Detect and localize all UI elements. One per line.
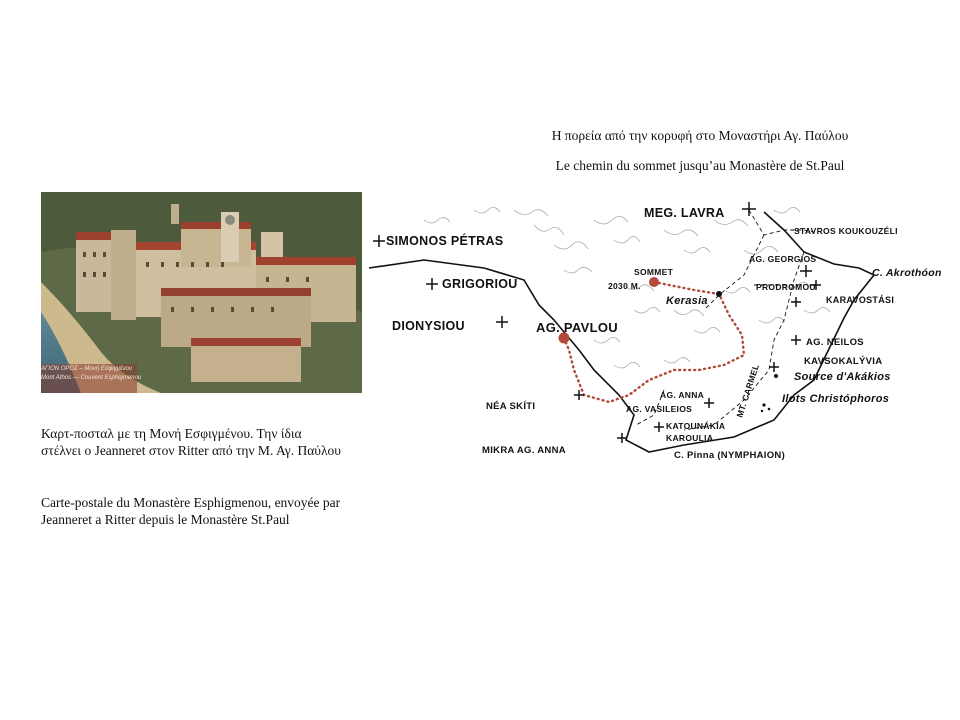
athos-route-map [364,190,944,470]
label-c-pinna: C. Pinna (NYMPHAION) [674,450,786,461]
monastery-illustration [41,192,362,393]
label-stavros: STAVROS KOUKOUZÉLI [794,226,898,236]
postcard-stamp-line1: ΑΓΙΟΝ ΟΡΟΣ – Μονή Εσφιγμένου [41,366,133,372]
label-dionysiou: DIONYSIOU [392,319,465,333]
label-simonos-petras: SIMONOS PÉTRAS [386,234,504,248]
label-grigoriou: GRIGORIOU [442,277,518,291]
label-meg-lavra: MEG. LAVRA [644,206,725,220]
islets [761,374,778,412]
label-ag-anna: AG. ANNA [660,390,705,400]
label-sommet: SOMMET [634,267,674,277]
label-katounakia: KATOUNÁKIA [666,421,726,431]
label-ag-pavlou: AG. PAVLOU [536,320,618,335]
postcard-caption-greek: Καρτ-ποσταλ με τη Μονή Εσφιγμένου. Την ίδια στέλνει ο Jeanneret στον Ritter από την Μ. Αγ. Παύλου [41,426,341,458]
postcard-stamp-line2: Mont Athos — Couvent Esphigmenou [41,375,142,381]
label-ag-georgios: AG. GEORGIOS [749,254,817,264]
postcard-image [41,192,362,393]
label-prodromou: PRODROMOU [756,282,816,292]
map-caption-french: Le chemin du sommet jusqu’au Monastère de St.Paul [555,158,845,173]
label-source-akakios: Source d'Akákios [794,371,891,383]
label-altitude: 2030 M. [608,281,641,291]
label-mikra-ag-anna: MIKRA AG. ANNA [482,445,566,456]
label-c-akrothoon: C. Akrothóon [872,267,942,279]
label-ilots-christophoros: Ilots Christóphoros [782,393,890,405]
kerasia-marker [716,291,722,297]
postcard-caption-french: Carte-postale du Monastère Esphigmenou, envoyée par Jeanneret a Ritter depuis le Monastère St.Paul [41,495,341,527]
label-karavostasi: KARAVOSTÁSI [826,295,895,305]
map-caption-greek: Η πορεία από την κορυφή στο Μοναστήρι Αγ. Παύλου [551,128,849,143]
label-kerasia: Kerasia [666,295,708,307]
label-karoulia: KAROULIA [666,433,714,443]
label-ag-neilos: AG. NEILOS [806,337,864,348]
label-nea-skiti: NÉA SKÍTI [486,401,536,412]
label-kavsokalyvia: KAVSOKALÝVIA [804,356,883,367]
label-mt-carmel: MT. CARMEL [734,362,762,419]
label-ag-vasileios: AG. VASILEIOS [626,404,693,414]
summit-marker [649,277,659,287]
route-dotted [564,282,744,402]
